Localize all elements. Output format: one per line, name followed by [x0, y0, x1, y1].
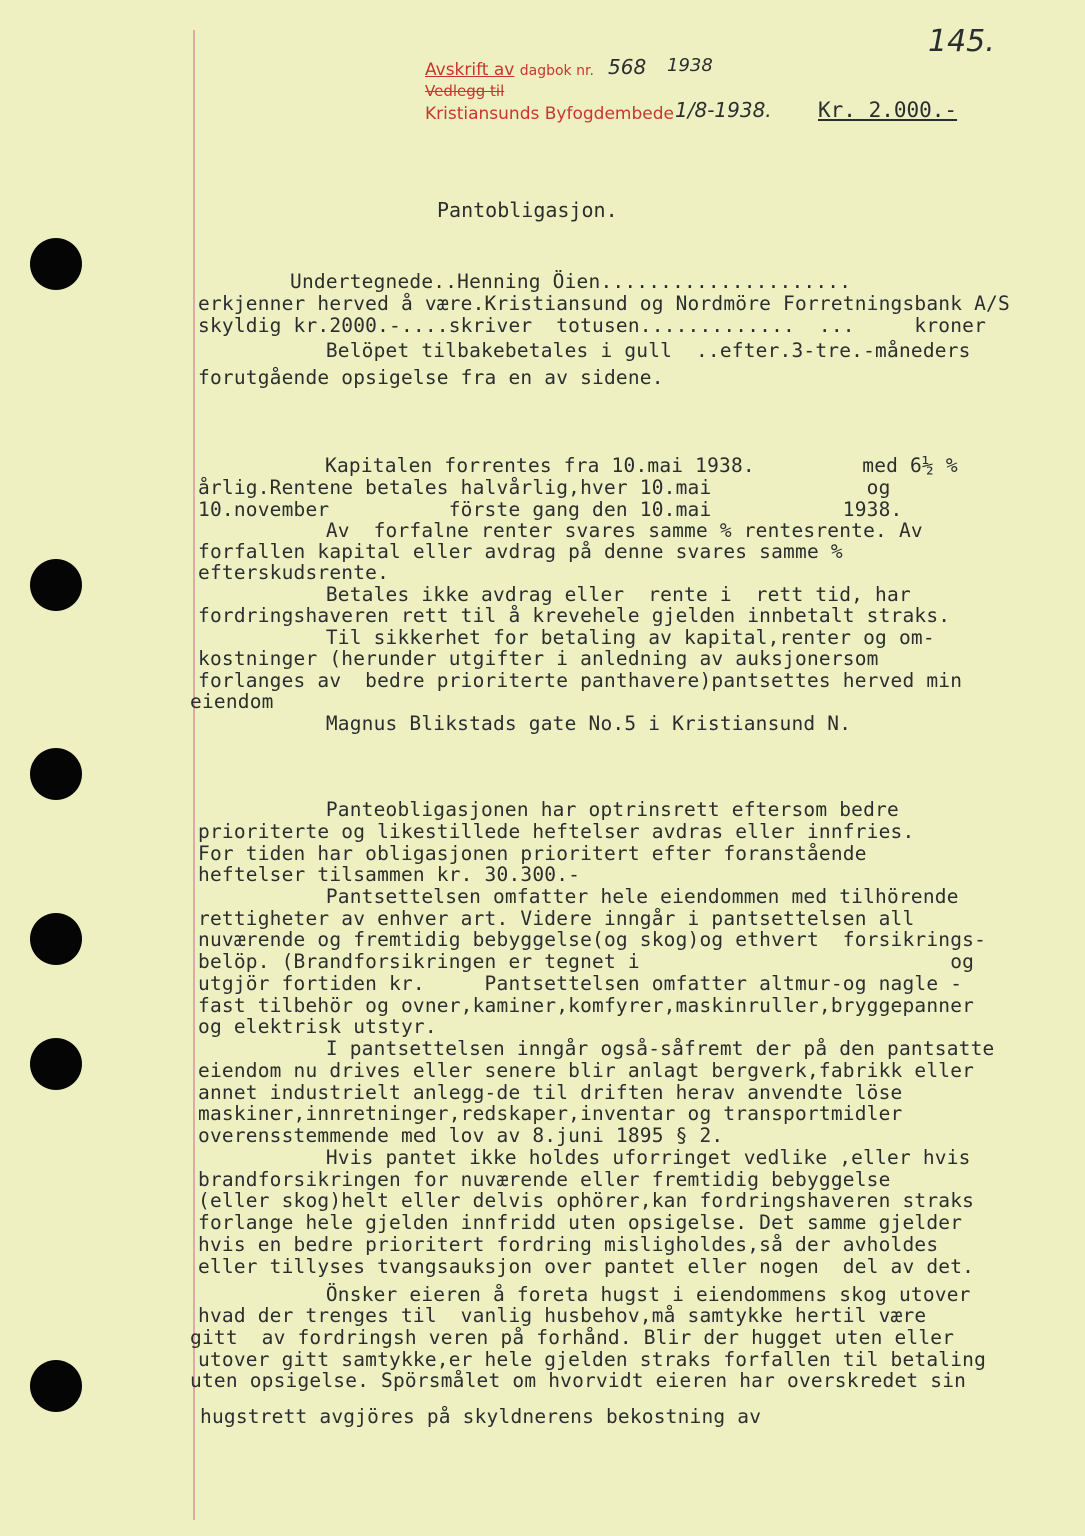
text-line: eiendom [190, 690, 274, 713]
text-line: heftelser tilsammen kr. 30.300.- [198, 863, 581, 886]
stamp-avskrift: Avskrift av [425, 60, 515, 80]
text-line: gitt av fordringsh veren på forhånd. Blir der hugget uten eller [190, 1326, 955, 1349]
text-line: annet industrielt anlegg-de til driften herav anvendte löse [198, 1081, 903, 1104]
text-line: Undertegnede..Henning Öien..................... [290, 270, 852, 293]
dagbok-number: 568 [608, 55, 647, 79]
text-line: hvis en bedre prioritert fordring misligholdes,så der avholdes [198, 1233, 939, 1256]
stamp-office: Kristiansunds Byfogdembede [425, 104, 674, 124]
stamp-dagbok-label: dagbok nr. [519, 63, 594, 79]
stamp-line-1 [425, 60, 594, 80]
text-line: 10.november förste gang den 10.mai 1938. [198, 498, 903, 521]
text-line: kostninger (herunder utgifter i anledning av auksjonersom [198, 647, 879, 670]
text-line: eiendom nu drives eller senere blir anlagt bergverk,fabrikk eller [198, 1059, 975, 1082]
text-line: Til sikkerhet for betaling av kapital,renter og om- [290, 626, 935, 649]
text-line: eller tillyses tvangsauksjon over pantet eller nogen del av det. [198, 1255, 975, 1278]
text-line: Kapitalen forrentes fra 10.mai 1938. med 6½ % [325, 454, 958, 477]
text-line: forlanges av bedre prioriterte panthavere)pantsettes herved min [198, 669, 963, 692]
binder-hole [30, 238, 82, 290]
text-line: Magnus Blikstads gate No.5 i Kristiansund N. [290, 712, 852, 735]
text-line: Av forfalne renter svares samme % rentesrente. Av [290, 519, 923, 542]
binder-hole [30, 1038, 82, 1090]
binder-hole [30, 913, 82, 965]
text-line: Belöpet tilbakebetales i gull ..efter.3-tre.-måneders [290, 339, 971, 362]
text-line: Panteobligasjonen har optrinsrett eftersom bedre [290, 798, 899, 821]
text-line: fast tilbehör og ovner,kaminer,komfyrer,maskinruller,bryggepanner [198, 994, 975, 1017]
text-line: prioriterte og likestillede heftelser avdras eller innfries. [198, 820, 915, 843]
text-line: (eller skog)helt eller delvis ophörer,kan fordringshaveren straks [198, 1189, 975, 1212]
text-line: utgjör fortiden kr. Pantsettelsen omfatter altmur-og nagle - [198, 972, 963, 995]
text-line: rettigheter av enhver art. Videre inngår i pantsettelsen all [198, 907, 915, 930]
text-line: I pantsettelsen inngår også-såfremt der på den pantsatte [290, 1037, 995, 1060]
text-line: Pantsettelsen omfatter hele eiendommen med tilhörende [290, 885, 959, 908]
text-line: belöp. (Brandforsikringen er tegnet i og [198, 950, 975, 973]
document-date: 1/8-1938. [675, 98, 772, 122]
text-line: årlig.Rentene betales halvårlig,hver 10.mai og [198, 476, 891, 499]
text-line: Hvis pantet ikke holdes uforringet vedlike ,eller hvis [290, 1146, 971, 1169]
binder-hole [30, 748, 82, 800]
text-line: forutgående opsigelse fra en av sidene. [198, 366, 664, 389]
text-line: skyldig kr.2000.-....skriver totusen............. ... kroner [198, 314, 987, 337]
text-line: Betales ikke avdrag eller rente i rett tid, har [290, 583, 911, 606]
text-line: hvad der trenges til vanlig husbehov,må samtykke hertil være [198, 1304, 927, 1327]
text-line: erkjenner herved å være.Kristiansund og Nordmöre Forretningsbank A/S [198, 292, 1010, 315]
text-line: hugstrett avgjöres på skyldnerens bekostning av [200, 1405, 762, 1428]
stamp-vedlegg: Vedlegg til [425, 82, 505, 100]
text-line: nuværende og fremtidig bebyggelse(og skog)og ethvert forsikrings- [198, 928, 987, 951]
page-number: 145. [928, 24, 995, 59]
document-amount: Kr. 2.000.- [818, 98, 958, 122]
text-line: uten opsigelse. Spörsmålet om hvorvidt eieren har overskredet sin [190, 1369, 967, 1392]
text-line: efterskudsrente. [198, 561, 390, 584]
text-line: For tiden har obligasjonen prioritert efter foranstående [198, 842, 867, 865]
text-line: fordringshaveren rett til å krevehele gjelden innbetalt straks. [198, 604, 951, 627]
text-line: brandforsikringen for nuværende eller fremtidig bebyggelse [198, 1168, 891, 1191]
document-title: Pantobligasjon. [437, 198, 618, 222]
binder-hole [30, 559, 82, 611]
text-line: forlange hele gjelden innfridd uten opsigelse. Det samme gjelder [198, 1211, 963, 1234]
binder-hole [30, 1360, 82, 1412]
text-line: utover gitt samtykke,er hele gjelden straks forfallen til betaling [198, 1348, 987, 1371]
text-line: Önsker eieren å foreta hugst i eiendommens skog utover [290, 1283, 971, 1306]
dagbok-year: 1938 [667, 55, 713, 76]
text-line: forfallen kapital eller avdrag på denne svares samme % [198, 540, 843, 563]
margin-rule [193, 30, 195, 1520]
text-line: maskiner,innretninger,redskaper,inventar og transportmidler [198, 1102, 903, 1125]
text-line: overensstemmende med lov av 8.juni 1895 § 2. [198, 1124, 724, 1147]
text-line: og elektrisk utstyr. [198, 1015, 437, 1038]
